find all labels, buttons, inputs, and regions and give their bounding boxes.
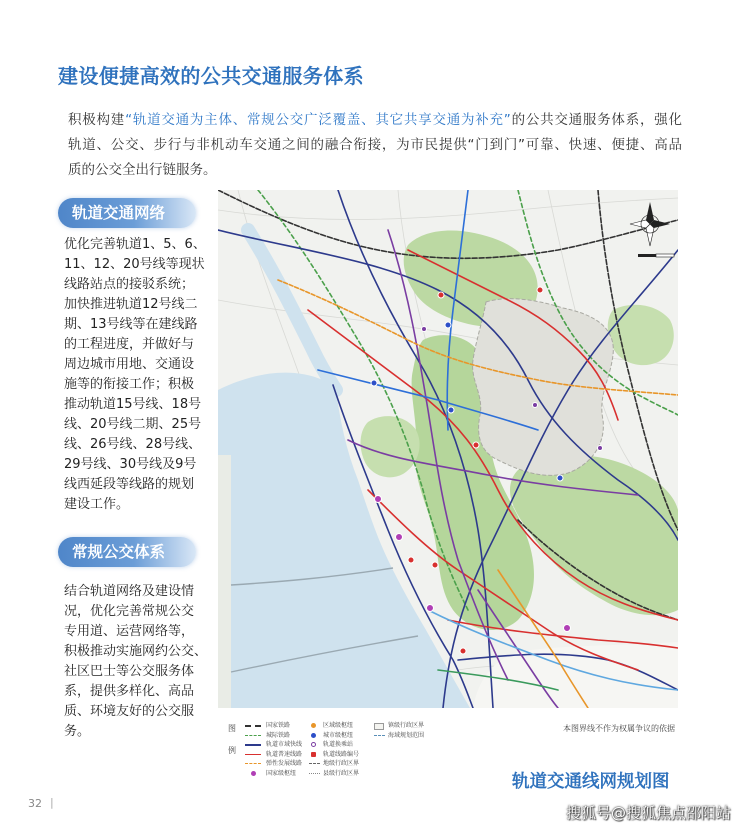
legend-label: 轨道换乘站 (323, 741, 354, 748)
rail-network-map (218, 190, 678, 708)
legend-label: 县级行政区界 (323, 769, 360, 777)
regional-hub (473, 442, 479, 448)
intro-line: 轨道、公交、步行与非机动车交通之间的融合衔接，为市民提供“门到门”可靠、快速、便捷、高品 (68, 137, 682, 153)
legend-item (266, 731, 290, 740)
legend-label: 国家铁路 (266, 722, 291, 729)
legend-item (323, 721, 353, 730)
transfer-station (422, 327, 427, 332)
regional-hub (408, 557, 414, 563)
section-pill-rail: 轨道交通网络 (58, 198, 196, 228)
national-hub (564, 625, 571, 632)
legend-label: 城市级枢纽 (323, 731, 354, 739)
legend-label: 地级行政区界 (323, 760, 360, 767)
page-separator: | (50, 796, 54, 809)
city-hub (371, 380, 377, 386)
text-line: 专用道、运营网络等， (64, 624, 195, 639)
intro-paragraph (68, 108, 682, 183)
text-line: 线、26号线、28号线、 (64, 437, 202, 452)
legend-symbol (245, 735, 261, 736)
page-title: 建设便捷高效的公共交通服务体系 (58, 64, 364, 88)
text-line: 优化完善轨道1、5、6、 (64, 237, 206, 252)
intro-text: 的公共交通服务体系，强化 (510, 112, 683, 128)
text-line: 29号线、30号线及9号 (64, 457, 197, 472)
legend-symbol (245, 763, 261, 764)
legend-item (266, 740, 302, 749)
text-line: 积极推动实施网约公交、 (64, 644, 208, 659)
legend-label: 区域级枢纽 (323, 722, 354, 729)
text-line: 社区巴士等公交服务体 (64, 664, 195, 679)
regional-hub (432, 562, 438, 568)
coastal-land-strip (218, 455, 231, 708)
intro-text: 积极构建 (68, 112, 126, 128)
text-line: 线西延段等线路的规划 (64, 477, 195, 492)
legend-symbol (374, 723, 384, 730)
legend-item (266, 750, 302, 759)
transfer-station (598, 446, 603, 451)
legend-item (323, 740, 353, 749)
intro-highlight: “轨道交通为主体、常规公交广泛覆盖、其它共享交通为补充” (125, 112, 511, 128)
legend-symbol (245, 754, 261, 755)
legend-symbol (374, 735, 385, 736)
legend-symbol (309, 763, 320, 764)
national-hub (396, 534, 403, 541)
legend-symbol (309, 773, 320, 774)
legend-symbol (245, 725, 261, 727)
text-line: 期、13号线等在建线路 (64, 317, 198, 332)
legend-symbol (311, 742, 316, 747)
legend-item (388, 731, 424, 740)
text-line: 建设工作。 (64, 497, 130, 512)
legend-symbol (251, 771, 256, 776)
intro-line: 质的公交全出行链服务。 (68, 162, 217, 178)
map-disclaimer: 本图界线不作为权属争议的依据 (563, 724, 675, 733)
text-line: 线路站点的接驳系统； (64, 277, 195, 292)
legend-label: 轨道市域快线 (266, 741, 303, 748)
text-line: 加快推进轨道12号线二 (64, 297, 198, 312)
legend-label: 弹性发展线路 (266, 760, 303, 767)
text-line: 施等的衔接工作；积极 (64, 377, 195, 392)
text-line: 系，提供多样化、高品 (64, 684, 195, 699)
legend-label: 镇级行政区界 (388, 722, 425, 729)
legend-label: 国家级枢纽 (266, 769, 297, 777)
legend-label: 轨道线路编号 (323, 750, 360, 758)
legend-symbol (311, 733, 316, 738)
text-line: 务。 (64, 724, 91, 739)
legend-symbol (311, 752, 316, 757)
legend-symbol (311, 723, 316, 728)
scale-segment (656, 254, 674, 257)
legend-label: 海域规划范围 (388, 731, 425, 739)
regional-hub (537, 287, 543, 293)
legend-heading: 图 (228, 724, 236, 733)
text-line: 的工程进度，并做好与 (64, 337, 195, 352)
district-area (473, 299, 614, 476)
legend-item (323, 769, 359, 778)
watermark: 搜狐号@搜狐焦点邵阳站 (566, 804, 732, 822)
legend-item (266, 759, 302, 768)
text-line: 11、12、20号线等现状 (64, 257, 205, 272)
transfer-station (533, 403, 538, 408)
legend-item (388, 721, 424, 730)
text-line: 况，优化完善常规公交 (64, 604, 195, 619)
regional-hub (438, 292, 444, 298)
legend-label: 轨道普速线路 (266, 750, 303, 758)
city-hub (445, 322, 451, 328)
text-line: 结合轨道网络及建设情 (64, 584, 195, 599)
national-hub (375, 496, 382, 503)
legend-label: 城际铁路 (266, 731, 291, 739)
rail-section-text (64, 235, 214, 515)
regional-hub (460, 648, 466, 654)
scale-bar (638, 254, 674, 257)
section-pill-bus: 常规公交体系 (58, 537, 196, 567)
legend-item (323, 759, 359, 768)
text-line: 推动轨道15号线、18号 (64, 397, 202, 412)
scale-segment (638, 254, 656, 257)
legend-symbol (245, 744, 261, 746)
city-hub (448, 407, 454, 413)
text-line: 质、环境友好的公交服 (64, 704, 195, 719)
text-line: 线、20号线二期、25号 (64, 417, 202, 432)
map-title: 轨道交通线网规划图 (512, 772, 670, 792)
city-hub (557, 475, 563, 481)
legend-item (266, 721, 290, 730)
legend-item (323, 750, 359, 759)
page-number: 32 (28, 797, 42, 810)
legend-heading: 例 (228, 746, 236, 755)
legend-item (323, 731, 353, 740)
legend-item (266, 769, 296, 778)
intro-line (68, 108, 682, 133)
bus-section-text (64, 582, 214, 742)
national-hub (427, 605, 434, 612)
text-line: 周边城市用地、交通设 (64, 357, 195, 372)
map-canvas (218, 190, 678, 708)
